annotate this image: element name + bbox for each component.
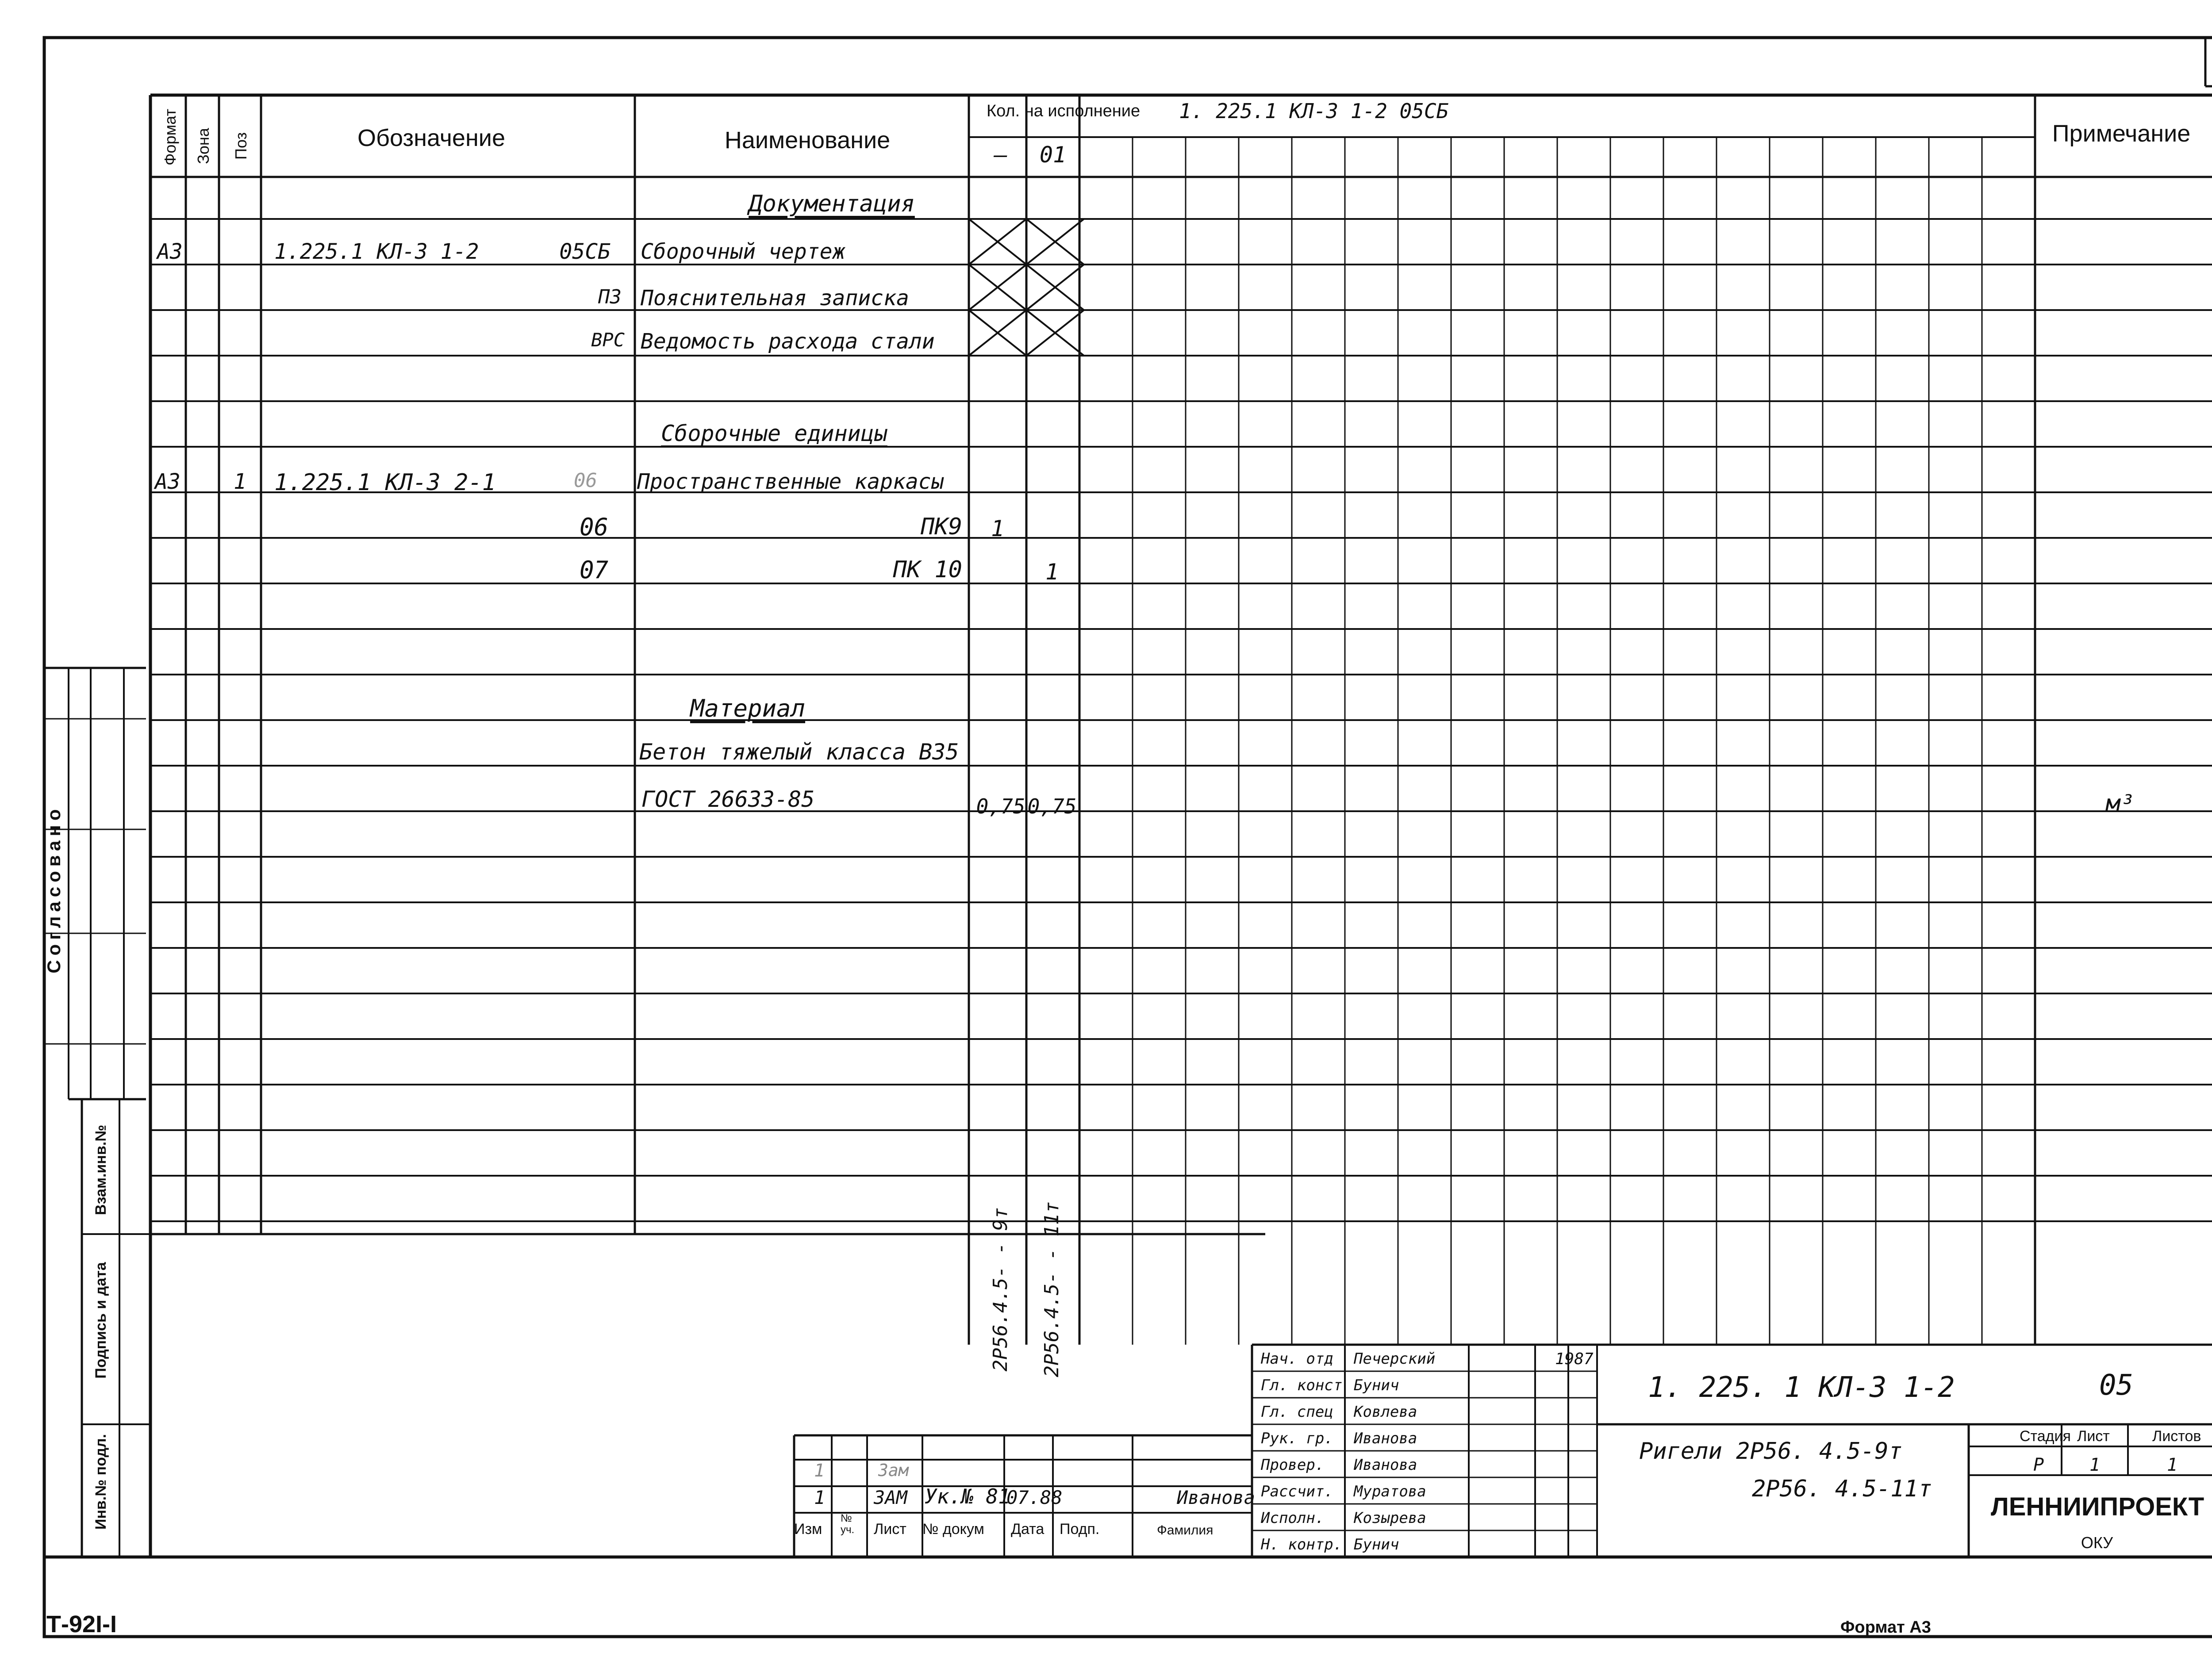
row-name: ПК 10	[893, 556, 962, 583]
section-material: Материал	[690, 694, 806, 722]
row-name: Сборочный чертеж	[641, 239, 845, 264]
signer-name: Муратова	[1354, 1483, 1426, 1500]
doc-title: 2Р56. 4.5-11т	[1752, 1476, 1932, 1502]
header-designation: Обозначение	[357, 125, 505, 151]
row-name: Ведомость расхода стали	[641, 329, 935, 354]
variant-code: 2Р56.4.5- - 11т	[1041, 1201, 1063, 1377]
row-format: А3	[157, 239, 183, 264]
format-label: Формат А3	[1840, 1618, 1931, 1637]
margin-inv-orig: Инв.№ подл.	[92, 1434, 109, 1530]
margin-inv-replace: Взам.инв.№	[92, 1124, 109, 1216]
row-name: ПК9	[921, 514, 962, 540]
rev-row: Ук.№ 81	[925, 1484, 1010, 1508]
signer-role: Исполн.	[1261, 1509, 1325, 1527]
registration-code: Т-92I-I	[46, 1611, 117, 1637]
margin-sign-date: Подпись и дата	[92, 1262, 109, 1379]
section-assembly-units: Сборочные единицы	[661, 421, 887, 446]
rev-header: Изм	[794, 1521, 822, 1538]
signer-role: Гл. спец	[1261, 1403, 1333, 1421]
row-name: Пространственные каркасы	[637, 469, 944, 494]
rev-row: 1	[814, 1461, 825, 1481]
department: ОКУ	[2081, 1534, 2113, 1552]
header-format: Формат	[161, 109, 179, 165]
margin-approved: Согласовано	[43, 805, 64, 974]
rev-row: 07.88	[1006, 1487, 1063, 1508]
stage-value: Р	[2033, 1455, 2044, 1475]
rev-row: 1	[814, 1487, 826, 1508]
rev-header: Дата	[1011, 1521, 1045, 1538]
rev-header: № уч.	[841, 1512, 855, 1536]
row-name: Пояснительная записка	[641, 286, 909, 311]
row-qty-variant: 1	[1045, 559, 1059, 585]
doc-designation: 1. 225. 1 КЛ-3 1-2	[1648, 1371, 1955, 1404]
organization: ЛЕННИИПРОЕКТ	[1991, 1492, 2204, 1521]
signer-name: Печерский	[1354, 1350, 1436, 1368]
section-documentation: Документация	[749, 191, 915, 217]
rev-row: Зам	[878, 1461, 909, 1480]
signer-name: Бунич	[1354, 1377, 1399, 1394]
rev-header: № докум	[922, 1521, 984, 1538]
row-qty-variant: 1	[991, 516, 1005, 541]
signer-role: Н. контр.	[1261, 1536, 1343, 1553]
variant-code: 2Р56.4.5- - 9т	[989, 1207, 1012, 1372]
sheets-header: Листов	[2152, 1428, 2201, 1445]
signer-role: Гл. конст	[1261, 1377, 1343, 1394]
row-suffix: 05СБ	[559, 239, 611, 264]
header-name: Наименование	[724, 127, 891, 153]
doc-suffix: 05	[2099, 1369, 2134, 1402]
sheets-value: 1	[2166, 1455, 2178, 1475]
row-designation: 1.225.1 КЛ-3 1-2	[274, 239, 479, 264]
header-remark: Примечание	[2052, 120, 2191, 147]
signer-name: Бунич	[1354, 1536, 1399, 1553]
signer-role: Рук. гр.	[1261, 1430, 1333, 1447]
signer-role: Нач. отд	[1261, 1350, 1333, 1368]
header-qty: Кол. на исполнение	[987, 102, 1141, 120]
header-zone: Зона	[194, 128, 212, 164]
row-suffix: 07	[579, 556, 608, 584]
signer-role: Провер.	[1261, 1456, 1325, 1474]
row-suffix: ПЗ	[598, 286, 622, 308]
row-suffix: 06	[579, 513, 608, 541]
row-qty-variant: 0,75	[1027, 794, 1077, 818]
stage-header: Стадия	[2020, 1428, 2071, 1445]
row-pos: 1	[234, 469, 246, 494]
row-suffix: 06	[574, 469, 597, 492]
rev-header: Подп.	[1060, 1521, 1100, 1538]
row-designation: 1.225.1 КЛ-3 2-1	[274, 469, 496, 496]
variant-dash: –	[994, 142, 1008, 168]
sheet-value: 1	[2089, 1455, 2101, 1475]
rev-row: ЗАМ	[874, 1487, 907, 1508]
row-suffix: ВРС	[591, 329, 625, 351]
signer-name: Иванова	[1354, 1456, 1417, 1474]
rev-header: Фамилия	[1157, 1523, 1214, 1538]
rev-row: Иванова	[1177, 1487, 1256, 1508]
row-qty-variant: 0,75	[976, 794, 1025, 818]
signer-role: Рассчит.	[1261, 1483, 1333, 1500]
header-pos: Поз	[232, 132, 250, 160]
variant-01: 01	[1039, 142, 1067, 168]
row-name: Бетон тяжелый класса В35	[639, 739, 959, 765]
signer-name: Иванова	[1354, 1430, 1417, 1447]
rev-header: Лист	[874, 1521, 906, 1538]
signer-name: Ковлева	[1354, 1403, 1417, 1421]
row-remark: м³	[2106, 790, 2135, 817]
signer-name: Козырева	[1354, 1509, 1426, 1527]
doc-title: Ригели 2Р56. 4.5-9т	[1639, 1438, 1902, 1465]
sign-year: 1987	[1555, 1350, 1594, 1368]
sheet-header: Лист	[2077, 1428, 2110, 1445]
row-format: А3	[155, 469, 180, 494]
header-qty-doc: 1. 225.1 КЛ-3 1-2 05СБ	[1179, 99, 1449, 123]
row-name: ГОСТ 26633-85	[641, 786, 815, 812]
